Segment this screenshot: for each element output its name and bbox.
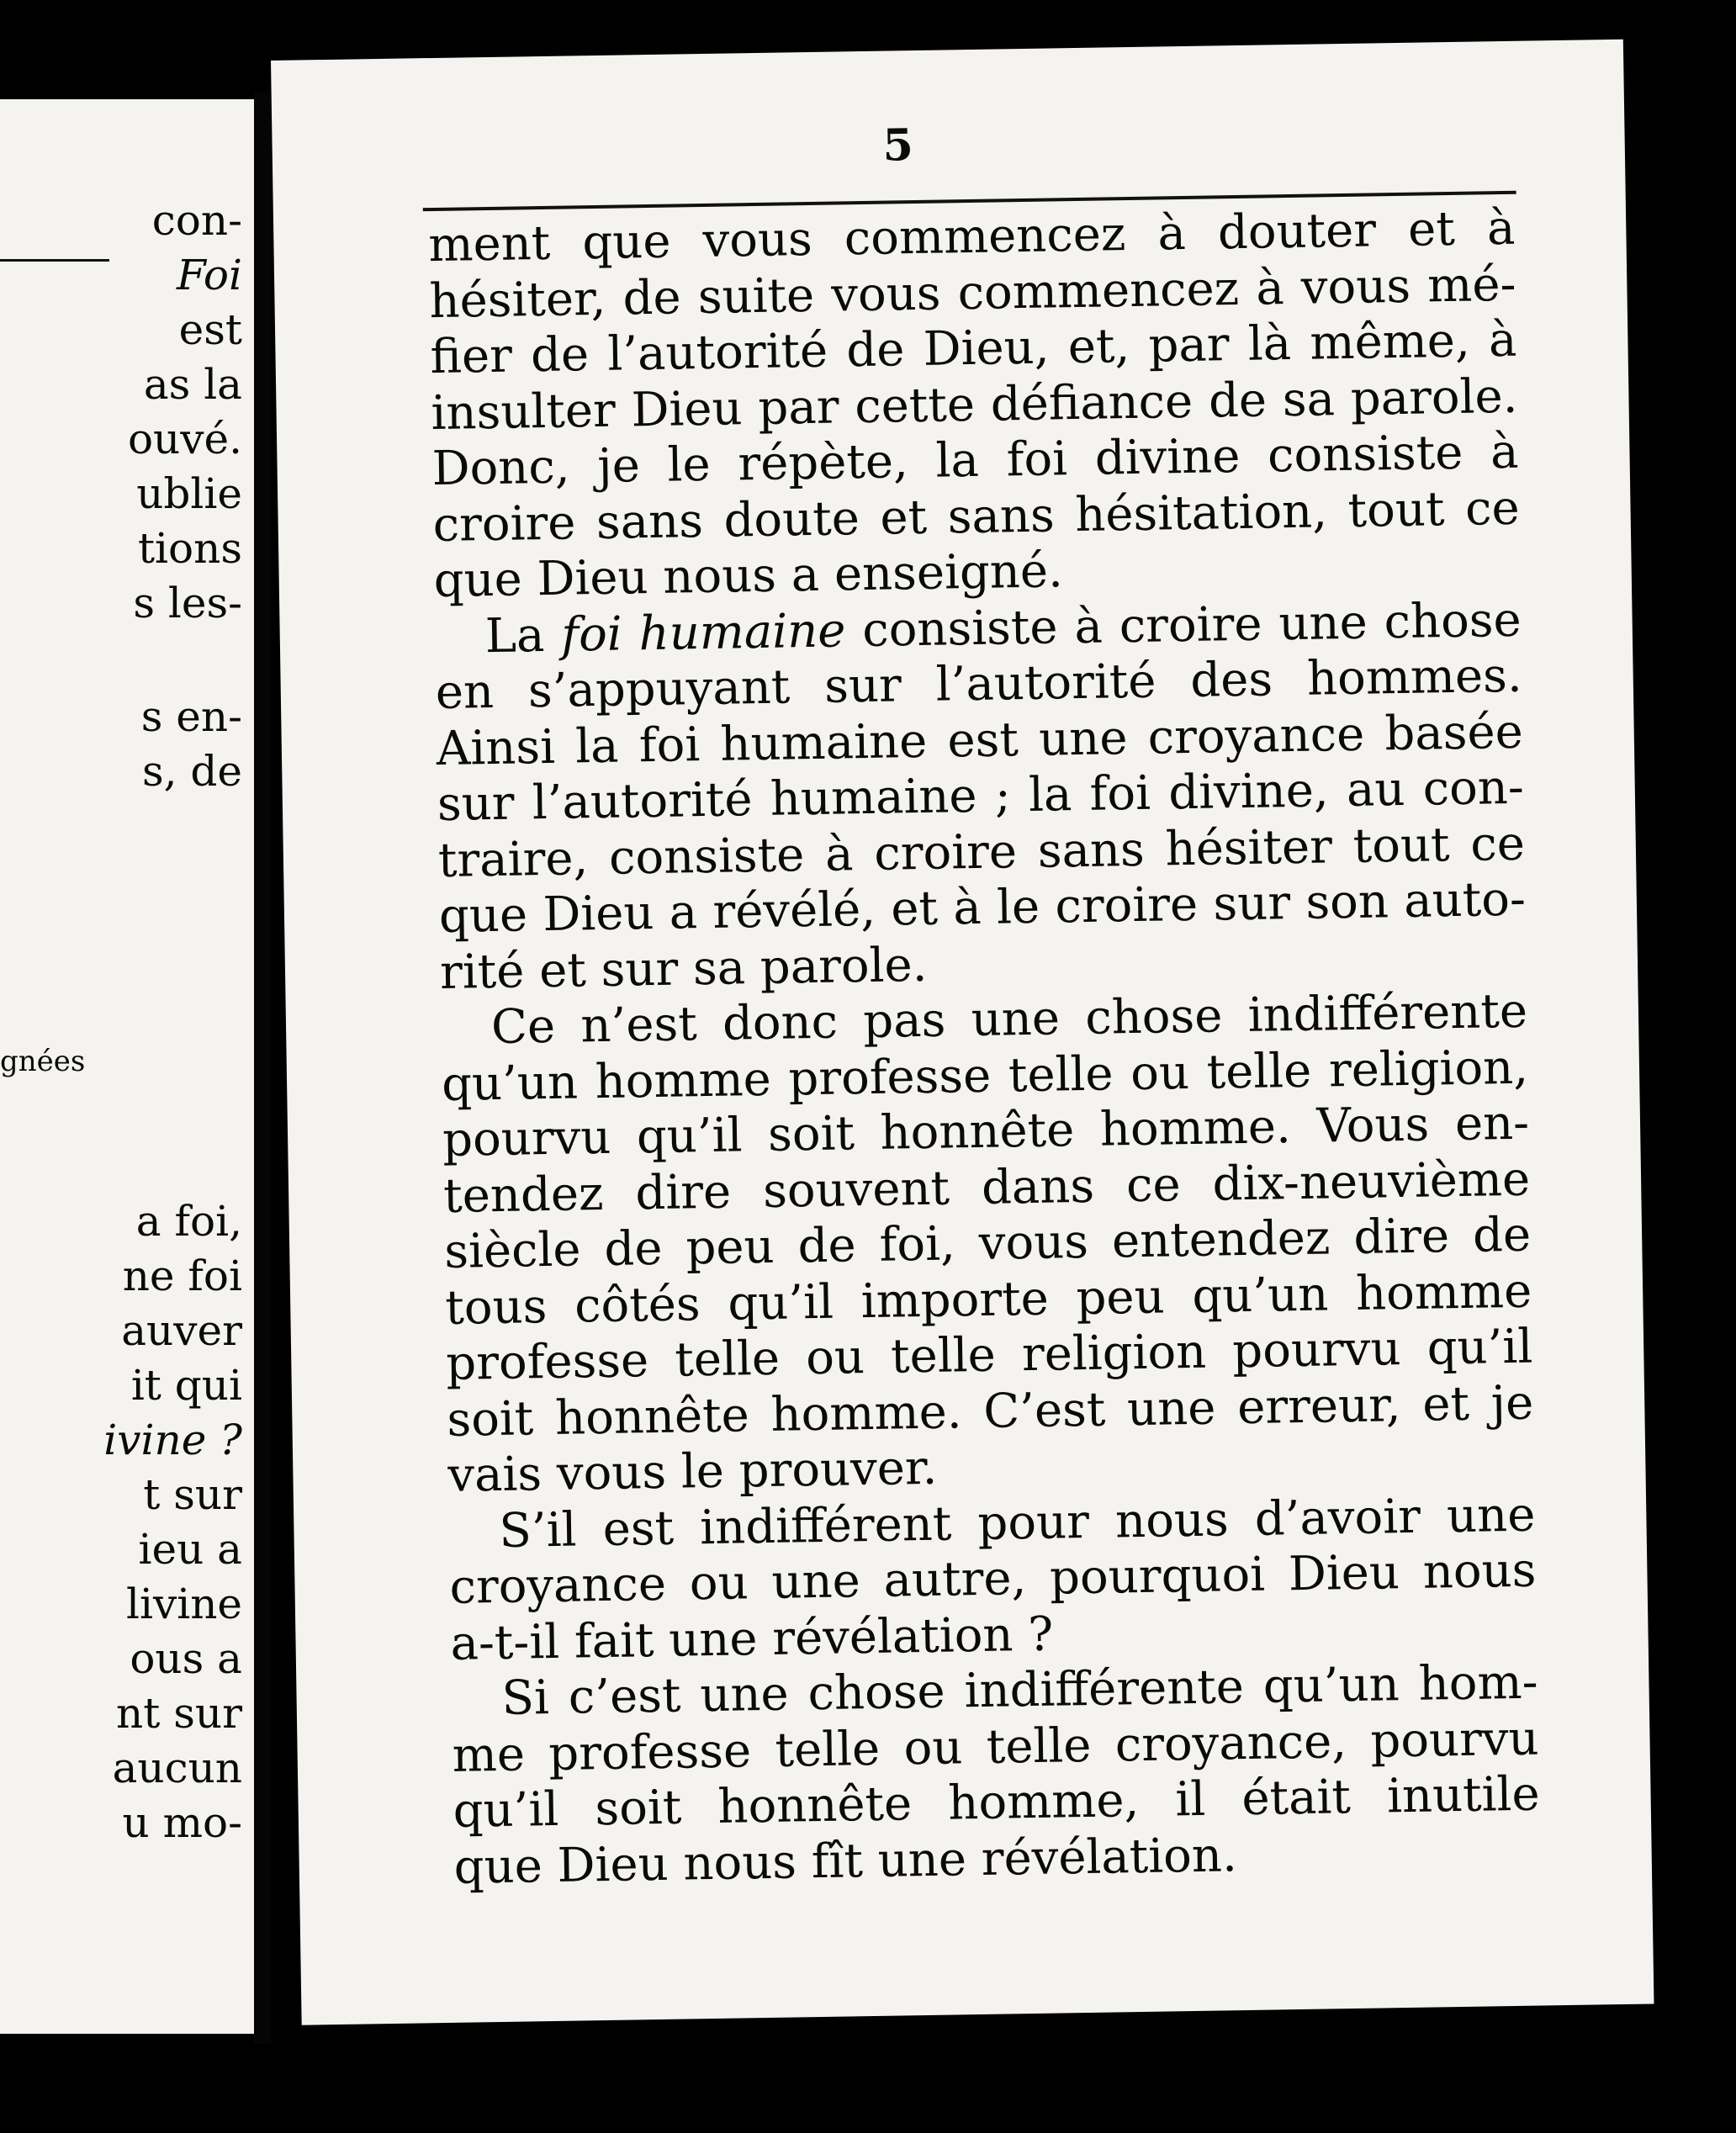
text-line: croyance ou une autre, pourquoi Dieu nous	[449, 1543, 1537, 1615]
left-text-fragment: est	[178, 305, 242, 354]
right-page	[271, 40, 1654, 2025]
left-text-fragment: gnées	[0, 1045, 86, 1078]
text-line: me professe telle ou telle croyance, pourvu	[452, 1711, 1540, 1783]
text-line: Si c’est une chose indifférente qu’un hom-	[501, 1654, 1538, 1726]
text-line: pourvu qu’il soit honnête homme. Vous en-	[442, 1095, 1530, 1167]
text-line: Ce n’est donc pas une chose indifférente	[490, 983, 1528, 1056]
text-line: vais vous le prouver.	[447, 1440, 938, 1503]
text-line: croire sans doute et sans hésitation, tout ce	[432, 480, 1521, 553]
text-line: qu’un homme professe telle ou telle religion,	[441, 1040, 1529, 1112]
left-text-fragment: ouvé.	[127, 415, 242, 463]
left-text-fragment: Foi	[176, 251, 242, 299]
text-line: siècle de peu de foi, vous entendez dire de	[443, 1207, 1532, 1279]
text-line: insulter Dieu par cette défiance de sa parole.	[431, 368, 1518, 441]
body-text	[428, 201, 1541, 1896]
left-text-fragment: con-	[151, 196, 242, 245]
text-line: ment que vous commencez à douter et à	[427, 200, 1516, 273]
text-line: hésiter, de suite vous commencez à vous mé-	[429, 257, 1516, 329]
left-text-fragment: t sur	[143, 1470, 242, 1519]
text-line: soit honnête homme. C’est une erreur, et je	[446, 1375, 1534, 1448]
italic-term: foi humaine	[560, 602, 846, 663]
left-text-fragment: s en-	[140, 692, 242, 741]
text-line: a-t-il fait une révélation ?	[450, 1606, 1054, 1671]
text-line: rité et sur sa parole.	[439, 937, 928, 1000]
text-line: fier de l’autorité de Dieu, et, par là même, à	[430, 312, 1517, 385]
left-page	[0, 99, 254, 2034]
text-line: S’il est indifférent pour nous d’avoir une	[498, 1487, 1536, 1559]
text-line: que Dieu a révélé, et à le croire sur son auto-	[438, 871, 1527, 944]
text-line: en s’appuyant sur l’autorité des hommes.	[435, 648, 1523, 721]
left-text-fragment: it qui	[130, 1361, 242, 1410]
left-text-fragment: tions	[137, 524, 242, 573]
text-segment: La	[484, 607, 562, 664]
left-text-fragment: ieu a	[138, 1525, 242, 1574]
left-text-fragment: nt sur	[116, 1689, 242, 1738]
left-text-fragment: s les-	[133, 579, 242, 627]
left-text-fragment: u mo-	[122, 1798, 242, 1847]
left-header-rule	[0, 259, 109, 262]
left-text-fragment: as la	[143, 360, 242, 409]
text-line: que Dieu nous fît une révélation.	[453, 1827, 1238, 1895]
text-line: professe telle ou telle religion pourvu qu’il	[445, 1319, 1533, 1391]
left-text-fragment: livine	[125, 1580, 242, 1628]
left-text-fragment: ivine ?	[103, 1416, 242, 1464]
left-text-fragment: auver	[121, 1306, 242, 1355]
left-text-fragment: ne foi	[122, 1252, 242, 1300]
text-line: tous côtés qu’il importe peu qu’un homme	[444, 1263, 1532, 1336]
left-text-fragment: s, de	[141, 747, 242, 796]
text-line: qu’il soit honnête homme, il était inutile	[453, 1766, 1541, 1839]
text-line: tendez dire souvent dans ce dix-neuvième	[442, 1151, 1531, 1224]
book-gutter	[254, 93, 271, 2044]
text-line: traire, consiste à croire sans hésiter tout ce	[437, 816, 1526, 888]
text-line: Donc, je le répète, la foi divine consiste à	[431, 424, 1520, 497]
text-line: Ainsi la foi humaine est une croyance basée	[436, 704, 1524, 776]
text-line: que Dieu nous a enseigné.	[433, 543, 1064, 609]
left-text-fragment: ous a	[130, 1634, 242, 1683]
left-text-fragment: ublie	[136, 469, 242, 518]
left-text-fragment: aucun	[112, 1744, 242, 1792]
left-text-fragment: a foi,	[135, 1197, 242, 1246]
page-number: 5	[882, 119, 914, 172]
text-segment: consiste à croire une chose	[844, 592, 1522, 658]
text-line: sur l’autorité humaine ; la foi divine, au con-	[437, 760, 1525, 832]
